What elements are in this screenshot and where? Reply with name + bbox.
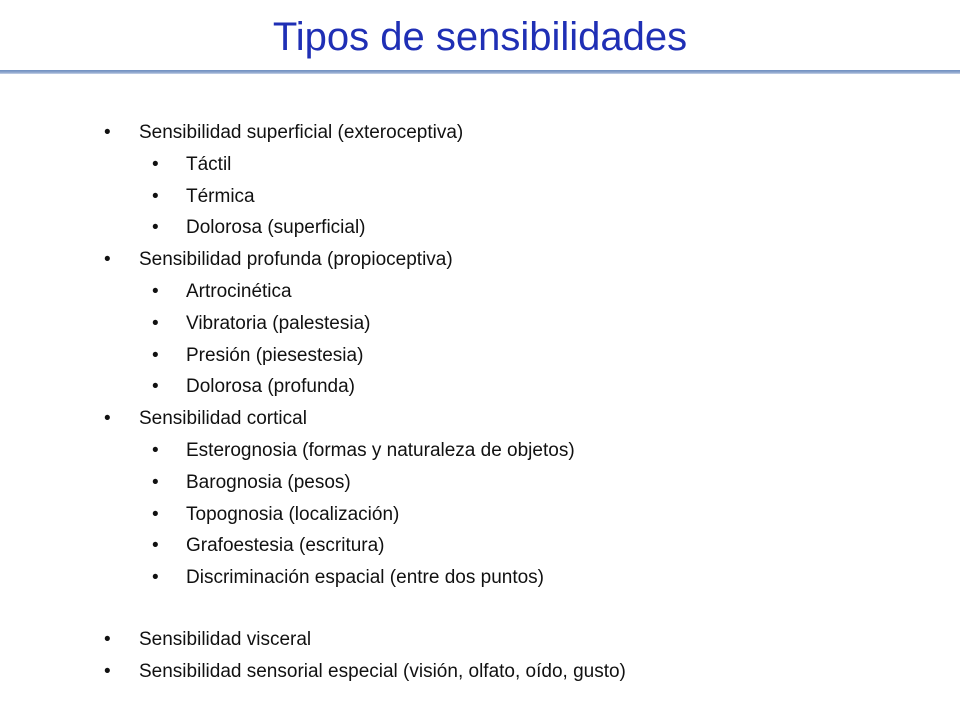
sub-bullet-item [0, 149, 960, 181]
bullet-text: Vibratoria (palestesia) [186, 312, 371, 334]
bullet-text: Artrocinética [186, 280, 292, 302]
sub-bullet-item [0, 340, 960, 372]
bullet-dot-icon: • [152, 503, 159, 525]
bullet-text: Dolorosa (profunda) [186, 376, 355, 398]
bullet-text: Táctil [186, 153, 232, 175]
bullet-text: Sensibilidad sensorial especial (visión, olfato, oído, gusto) [139, 660, 626, 682]
bullet-dot-icon: • [152, 535, 159, 557]
bullet-list [0, 117, 960, 688]
bullet-text: Sensibilidad superficial (exteroceptiva) [139, 122, 464, 143]
bullet-text: Térmica [186, 185, 255, 207]
bullet-text: Dolorosa (superficial) [186, 217, 366, 239]
bullet-dot-icon: • [152, 439, 159, 461]
sub-bullet-item [0, 467, 960, 499]
bullet-dot-icon: • [152, 185, 159, 207]
sub-bullet-item [0, 212, 960, 244]
bullet-text: Sensibilidad profunda (propioceptiva) [139, 249, 453, 271]
list-spacer [0, 594, 960, 624]
bullet-item [0, 117, 960, 149]
bullet-item [0, 403, 960, 435]
bullet-dot-icon: • [104, 660, 111, 682]
bullet-item [0, 656, 960, 688]
bullet-dot-icon: • [152, 280, 159, 302]
sub-bullet-item [0, 530, 960, 562]
bullet-dot-icon: • [104, 122, 111, 143]
bullet-item [0, 244, 960, 276]
bullet-text: Topognosia (localización) [186, 503, 400, 525]
bullet-text: Sensibilidad cortical [139, 408, 307, 430]
sub-bullet-item [0, 276, 960, 308]
title-underline [0, 70, 960, 74]
bullet-dot-icon: • [104, 628, 111, 650]
bullet-dot-icon: • [104, 249, 111, 271]
sub-bullet-item [0, 181, 960, 213]
bullet-text: Grafoestesia (escritura) [186, 535, 385, 557]
bullet-dot-icon: • [152, 153, 159, 175]
bullet-dot-icon: • [152, 567, 159, 589]
bullet-dot-icon: • [152, 376, 159, 398]
sub-bullet-item [0, 371, 960, 403]
sub-bullet-item [0, 499, 960, 531]
sub-bullet-item [0, 308, 960, 340]
bullet-text: Presión (piesestesia) [186, 344, 364, 366]
sub-bullet-item [0, 562, 960, 594]
bullet-item [0, 624, 960, 656]
bullet-text: Sensibilidad visceral [139, 628, 312, 650]
bullet-dot-icon: • [104, 408, 111, 430]
bullet-dot-icon: • [152, 312, 159, 334]
bullet-dot-icon: • [152, 471, 159, 493]
slide-title: Tipos de sensibilidades [272, 15, 688, 59]
bullet-text: Esterognosia (formas y naturaleza de objetos) [186, 439, 575, 461]
bullet-text: Barognosia (pesos) [186, 471, 351, 493]
bullet-dot-icon: • [152, 344, 159, 366]
sub-bullet-item [0, 435, 960, 467]
bullet-text: Discriminación espacial (entre dos puntos) [186, 567, 544, 589]
bullet-dot-icon: • [152, 217, 159, 239]
